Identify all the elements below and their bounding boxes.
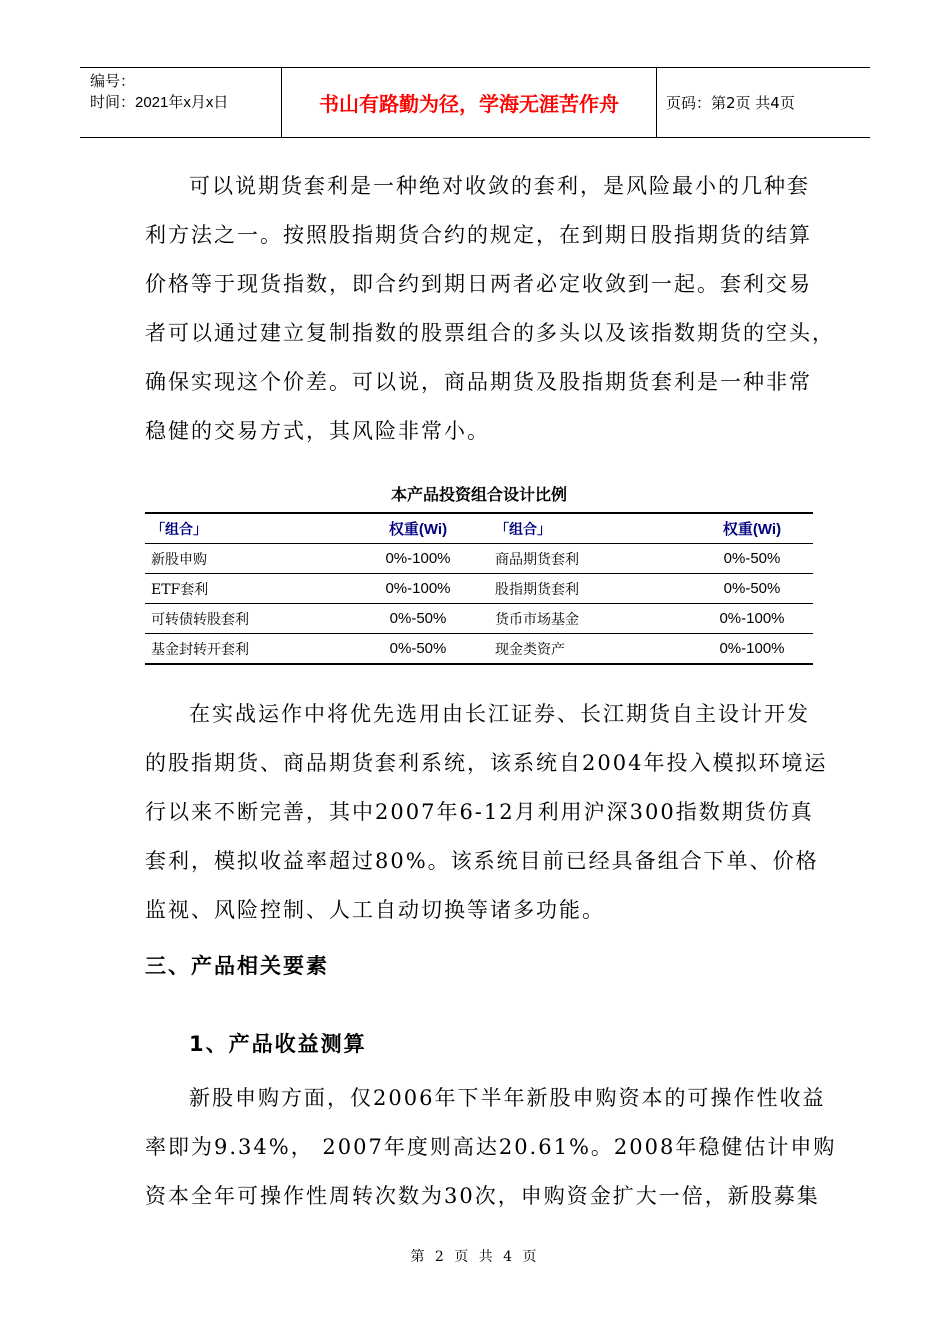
header-table (80, 67, 870, 138)
table-cell: 商品期货套利 (495, 551, 579, 568)
text-line: 新股申购方面，仅2006年下半年新股申购资本的可操作性收益 (189, 1086, 826, 1110)
table-cell: 0%-100% (385, 580, 451, 597)
text-line: 价格等于现货指数，即合约到期日两者必定收敛到一起。套利交易 (145, 272, 812, 296)
table-row (145, 634, 813, 665)
table-cell: 新股申购 (151, 551, 207, 568)
text-line: 行以来不断完善，其中2007年6-12月利用沪深300指数期货仿真 (145, 800, 814, 824)
text-line: 套利，模拟收益率超过80%。该系统目前已经具备组合下单、价格 (145, 849, 819, 873)
text-line: 稳健的交易方式，其风险非常小。 (145, 419, 490, 443)
header-meta (80, 68, 282, 137)
table-cell: 0%-50% (723, 580, 781, 597)
table-row (145, 574, 813, 604)
table-title: 本产品投资组合设计比例 (390, 485, 567, 504)
table-cell: 0%-50% (389, 610, 447, 627)
table-cell: ETF套利 (151, 581, 209, 598)
paragraph-arbitrage-convergence (145, 162, 835, 456)
paragraph-system-description (145, 690, 828, 935)
text-line: 者可以通过建立复制指数的股票组合的多头以及该指数期货的空头， (145, 321, 835, 345)
text-line: 率即为9.34%， 2007年度则高达20.61%。2008年稳健估计申购 (145, 1135, 837, 1159)
table-cell: 0%-50% (389, 640, 447, 657)
text-line: 监视、风险控制、人工自动切换等诸多功能。 (145, 898, 605, 922)
text-line: 利方法之一。按照股指期货合约的规定，在到期日股指期货的结算 (145, 223, 812, 247)
column-header-weight: 权重(Wi) (388, 521, 448, 538)
table-header-row (145, 513, 813, 544)
header-motto: 书山有路勤为径，学海无涯苦作舟 (282, 68, 657, 137)
header-page-info: 页码：第2页 共4页 (666, 94, 795, 112)
paragraph-ipo-returns (145, 1074, 837, 1221)
section-heading: 三、产品相关要素 (145, 954, 329, 978)
document-number-label: 编号： (90, 73, 136, 90)
text-line: 确保实现这个价差。可以说，商品期货及股指期货套利是一种非常 (145, 370, 812, 394)
allocation-table (145, 512, 813, 665)
table-cell: 可转债转股套利 (151, 611, 249, 628)
subsection-heading: 1、产品收益测算 (189, 1032, 367, 1056)
document-date-label: 时间：2021年x月x日 (90, 94, 229, 111)
text-line: 资本全年可操作性周转次数为30次，申购资金扩大一倍，新股募集 (145, 1184, 820, 1208)
table-cell: 货币市场基金 (495, 611, 579, 628)
table-row (145, 604, 813, 634)
table-cell: 0%-100% (719, 610, 785, 627)
text-line: 的股指期货、商品期货套利系统，该系统自2004年投入模拟环境运 (145, 751, 828, 775)
table-cell: 0%-100% (719, 640, 785, 657)
column-header-portfolio: 「组合」 (151, 521, 207, 538)
table-cell: 股指期货套利 (495, 581, 579, 598)
text-line: 可以说期货套利是一种绝对收敛的套利，是风险最小的几种套 (189, 174, 810, 198)
table-cell: 现金类资产 (495, 641, 565, 658)
column-header-weight: 权重(Wi) (722, 521, 782, 538)
table-cell: 基金封转开套利 (151, 641, 249, 658)
column-header-portfolio: 「组合」 (495, 521, 551, 538)
table-cell: 0%-50% (723, 550, 781, 567)
text-line: 在实战运作中将优先选用由长江证券、长江期货自主设计开发 (189, 702, 810, 726)
page-footer: 第 2 页 共 4 页 (410, 1249, 540, 1265)
table-row (145, 544, 813, 574)
table-cell: 0%-100% (385, 550, 451, 567)
